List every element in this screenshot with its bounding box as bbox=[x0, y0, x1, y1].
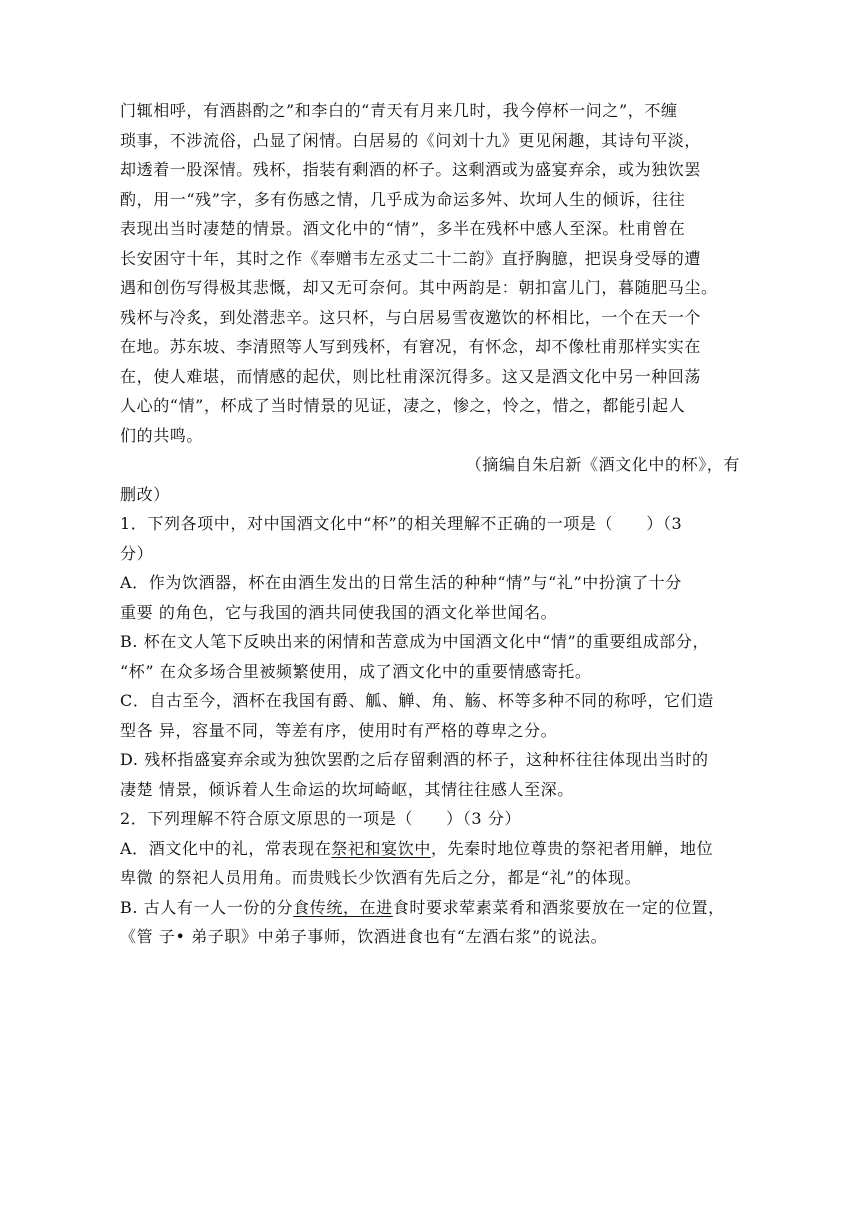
passage-line: 人心的“情”，杯成了当时情景的见证，凄之，惨之，怜之，惜之，都能引起人 bbox=[120, 396, 686, 415]
question-1-stem-cont: 分） bbox=[120, 543, 154, 563]
passage-line: 酌，用一“残”字，多有伤感之情，几乎成为命运多舛、坎坷人生的倾诉，往往 bbox=[120, 189, 686, 209]
passage-line: 在地。苏东坡、李清照等人写到残杯，有窘况，有怀念，却不像杜甫那样实实在 bbox=[120, 337, 702, 356]
q1-option-b: B. 杯在文人笔下反映出来的闲情和苦意成为中国酒文化中“情”的重要组成部分， bbox=[120, 632, 710, 651]
q2-option-a bbox=[120, 834, 740, 864]
q2-option-b bbox=[120, 893, 740, 923]
passage-line: 残杯与冷炙，到处潜悲辛。这只杯，与白居易雪夜邀饮的杯相比，一个在天一个 bbox=[120, 307, 702, 327]
passage-line: 长安困守十年，其时之作《奉赠韦左丞丈二十二韵》直抒胸臆，把误身受辱的遭 bbox=[120, 248, 702, 268]
source-citation: （摘编自朱启新《酒文化中的杯》，有 bbox=[465, 455, 740, 474]
q1-option-d: D. 残杯指盛宴弃余或为独饮罢酌之后存留剩酒的杯子，这种杯往往体现出当时的 bbox=[120, 750, 709, 769]
q2-option-a-cont: 卑微 的祭祀人员用角。而贵贱长少饮酒有先后之分，都是“礼”的体现。 bbox=[120, 868, 642, 887]
passage-line: 遇和创伤写得极其悲慨，却又无可奈何。其中两韵是：朝扣富儿门，暮随肥马尘。 bbox=[120, 278, 718, 297]
q2-option-a-text: A．酒文化中的礼，常表现在 bbox=[120, 838, 332, 858]
underlined-phrase: 食传统，在进 bbox=[293, 897, 393, 917]
q2-option-a-text: ，先秦时地位尊贵的祭祀者用觯，地位 bbox=[430, 838, 714, 858]
q2-option-b-text: B. 古人有一人一份的分 bbox=[120, 897, 294, 917]
q2-option-b-cont: 《管 子• 弟子职》中弟子事师，饮酒进食也有“左酒右浆”的说法。 bbox=[120, 927, 608, 946]
passage-line: 在，使人难堪，而情感的起伏，则比杜甫深沉得多。这又是酒文化中另一种回荡 bbox=[120, 366, 702, 386]
question-2 bbox=[120, 804, 740, 952]
q1-option-b-cont: “杯” 在众多场合里被频繁使用，成了酒文化中的重要情感寄托。 bbox=[120, 661, 592, 681]
document-page bbox=[120, 96, 740, 952]
question-1 bbox=[120, 509, 740, 804]
q1-option-c-cont: 型各 异，容量不同，等差有序，使用时有严格的尊卑之分。 bbox=[120, 720, 558, 740]
passage-line: 琐事，不涉流俗，凸显了闲情。白居易的《问刘十九》更见闲趣，其诗句平淡， bbox=[120, 130, 702, 150]
passage-paragraph bbox=[120, 96, 740, 509]
q1-option-a-cont: 重要 的角色，它与我国的酒共同使我国的酒文化举世闻名。 bbox=[120, 602, 558, 622]
underlined-phrase: 祭祀和宴饮中 bbox=[331, 838, 431, 858]
passage-line: 却透着一股深情。残杯，指装有剩酒的杯子。这剩酒或为盛宴弃余，或为独饮罢 bbox=[120, 160, 702, 179]
q1-option-d-cont: 凄楚 情景，倾诉着人生命运的坎坷崎岖，其情往往感人至深。 bbox=[120, 779, 574, 799]
passage-line: 们的共鸣。 bbox=[120, 425, 204, 445]
passage-line: 表现出当时凄楚的情景。酒文化中的“情”，多半在残杯中感人至深。杜甫曾在 bbox=[120, 219, 686, 238]
q1-option-c: C．自古至今，酒杯在我国有爵、觚、觯、角、觞、杯等多种不同的称呼，它们造 bbox=[120, 691, 714, 710]
question-1-stem: 1．下列各项中，对中国酒文化中“杯”的相关理解不正确的一项是（ ）（3 bbox=[120, 514, 683, 533]
q1-option-a: A．作为饮酒器，杯在由酒生发出的日常生活的种种“情”与“礼”中扮演了十分 bbox=[120, 573, 682, 592]
question-2-stem: 2．下列理解不符合原文原思的一项是（ ）（3 分） bbox=[120, 809, 522, 828]
source-citation-cont: 删改） bbox=[120, 484, 170, 504]
q2-option-b-text: 食时要求荤素菜肴和酒浆要放在一定的位置， bbox=[392, 897, 725, 917]
passage-line: 门辄相呼，有酒斟酌之”和李白的“青天有月来几时，我今停杯一问之”，不缠 bbox=[120, 101, 678, 120]
